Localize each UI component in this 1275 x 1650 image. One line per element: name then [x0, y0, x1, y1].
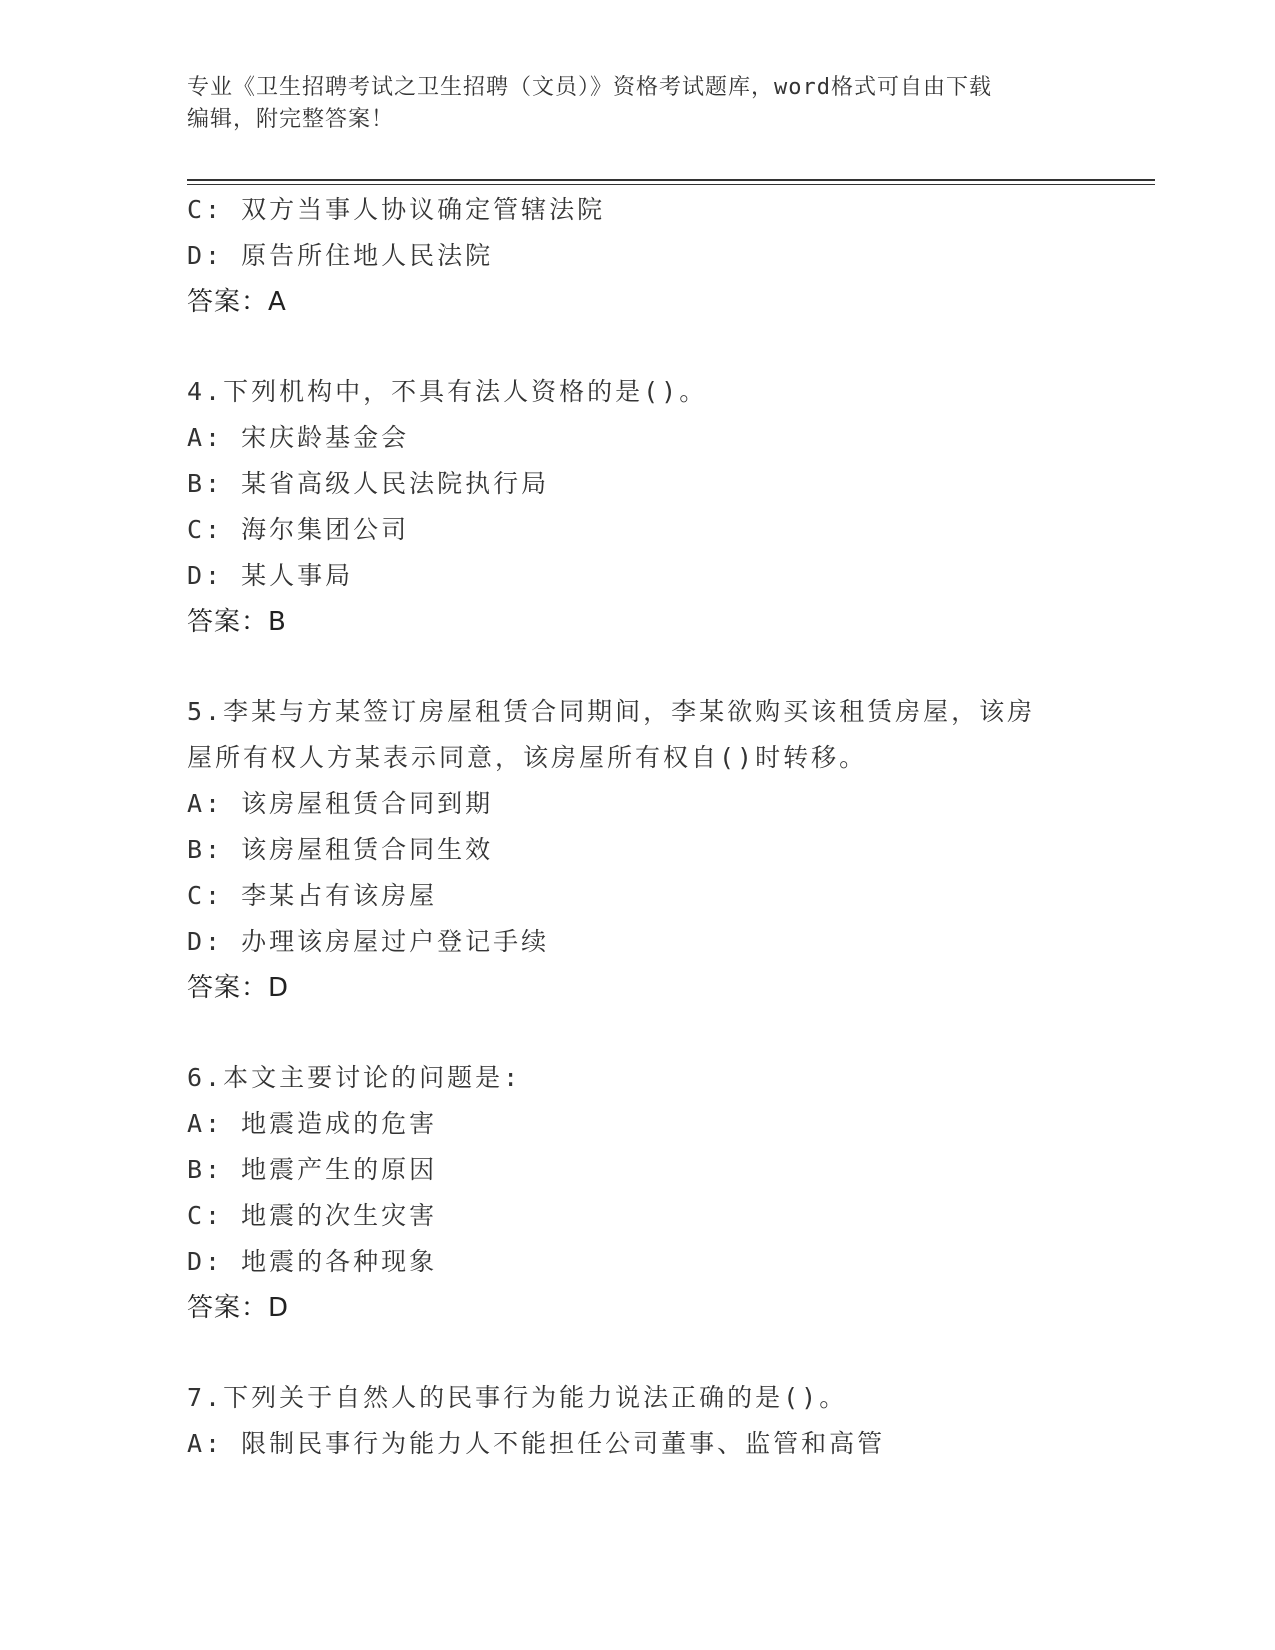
option-d: D: 地震的各种现象: [187, 1247, 438, 1276]
header-rule-thick: [187, 179, 1155, 181]
option-b: B: 某省高级人民法院执行局: [187, 469, 550, 498]
question-list: [187, 187, 1147, 1467]
question-stem: 4.下列机构中，不具有法人资格的是()。: [187, 377, 708, 406]
option-a: A: 地震造成的危害: [187, 1109, 438, 1138]
option-c: C: 地震的次生灾害: [187, 1201, 438, 1230]
option-c: C: 海尔集团公司: [187, 515, 410, 544]
question-6: [187, 1055, 1147, 1331]
option-a: A: 宋庆龄基金会: [187, 423, 410, 452]
option-b: B: 地震产生的原因: [187, 1155, 438, 1184]
option-d: D: 办理该房屋过户登记手续: [187, 927, 550, 956]
option-c: C: 双方当事人协议确定管辖法院: [187, 195, 606, 224]
question-stem: 7.下列关于自然人的民事行为能力说法正确的是()。: [187, 1383, 848, 1412]
question-5: [187, 689, 1147, 1011]
header-rule-thin: [187, 184, 1155, 185]
option-b: B: 该房屋租赁合同生效: [187, 835, 494, 864]
option-a: A: 限制民事行为能力人不能担任公司董事、监管和高管: [187, 1429, 886, 1458]
option-c: C: 李某占有该房屋: [187, 881, 438, 910]
answer-line: 答案：A: [187, 287, 287, 317]
option-d: D: 原告所住地人民法院: [187, 241, 494, 270]
header-line-2: 编辑，附完整答案！: [187, 107, 395, 132]
option-a: A: 该房屋租赁合同到期: [187, 789, 494, 818]
question-continued: [187, 187, 1147, 325]
question-7: [187, 1375, 1147, 1467]
page-header: [187, 72, 1087, 136]
answer-line: 答案：D: [187, 973, 290, 1003]
question-4: [187, 369, 1147, 645]
answer-line: 答案：D: [187, 1293, 290, 1323]
answer-line: 答案：B: [187, 607, 287, 637]
question-stem: 6.本文主要讨论的问题是:: [187, 1063, 522, 1092]
option-d: D: 某人事局: [187, 561, 354, 590]
question-stem-line-1: 5.李某与方某签订房屋租赁合同期间，李某欲购买该租赁房屋，该房: [187, 697, 1036, 726]
header-line-1: 专业《卫生招聘考试之卫生招聘（文员）》资格考试题库，word格式可自由下载: [187, 75, 992, 100]
question-stem-line-2: 屋所有权人方某表示同意，该房屋所有权自()时转移。: [187, 743, 868, 772]
